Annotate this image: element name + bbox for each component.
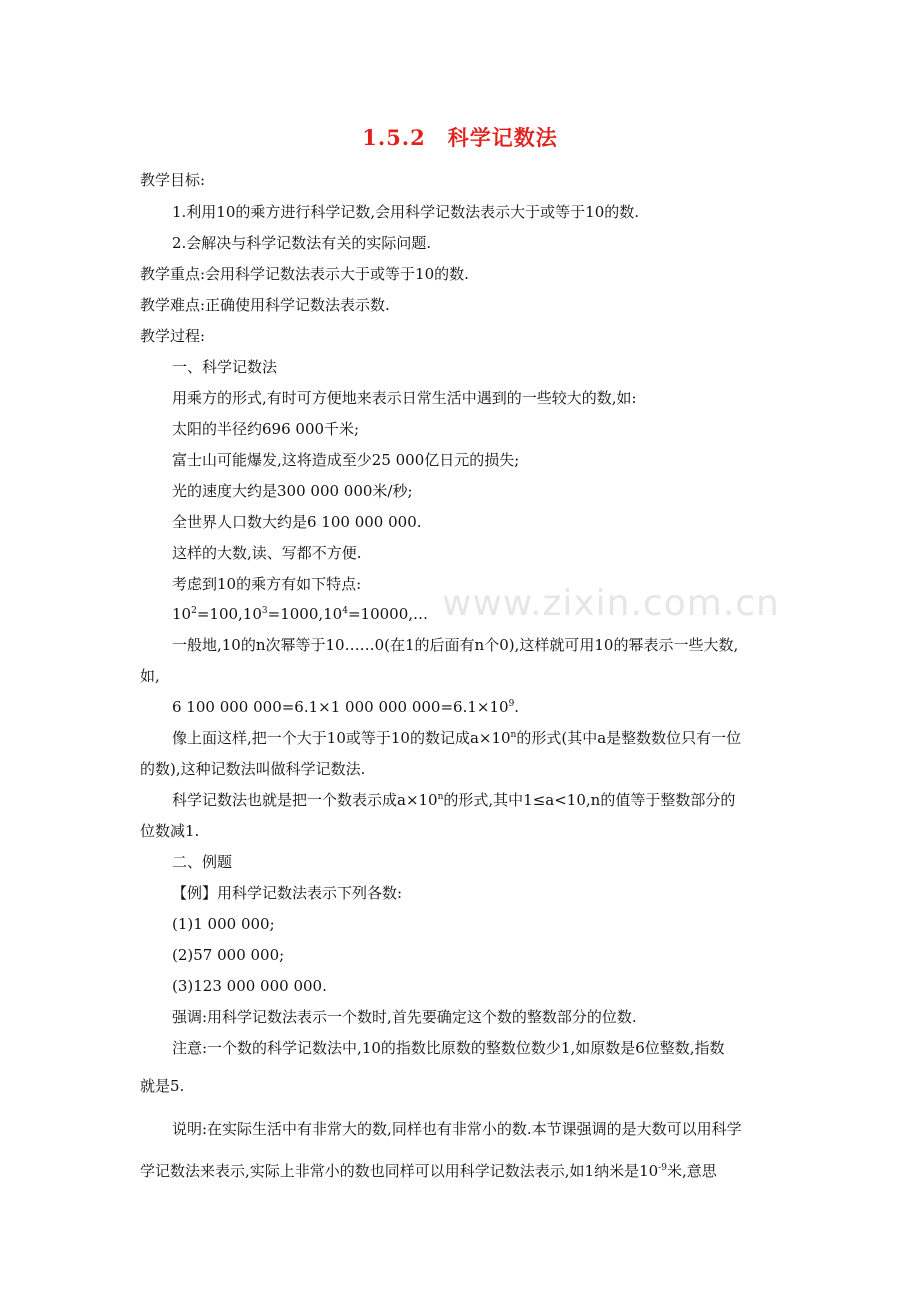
formula-line: 6 100 000 000=6.1×1 000 000 $000=6.1\times 10^9$. [172,698,520,716]
section-heading: 一、科学记数法 [172,358,278,376]
text-line: (3)123 000 000 000. [172,977,327,995]
text-line: 富士山可能爆发,这将造成至少25 000亿日元的损失; [172,451,520,469]
text-line: 教学重点:会用科学记数法表示大于或等于10的数. [140,265,469,283]
power-formula-line: $10^2=100,10^3=1000,10^4=10000,\dots$ [172,605,429,623]
text-line: 全世界人口数大约是6 100 000 000. [172,513,422,531]
text-line: 像上面这样,把一个大于10或等于10的数记成$a\times 10^n$的形式(其中a是整数数位只有一位 [172,729,742,747]
text-line: 一般地,10的n次幂等于10……0(在1的后面有n个0),这样就可用10的幂表示一些大数, [172,636,739,654]
text-line: 的数),这种记数法叫做科学记数法. [140,760,366,778]
text-line: 太阳的半径约696 000千米; [172,420,360,438]
text-line: 学记数法来表示,实际上非常小的数也同样可以用科学记数法表示,如1纳米是$10^{-9}$米,意思 [140,1162,717,1180]
text-line: 【例】用科学记数法表示下列各数: [172,884,403,902]
text-line: 注意:一个数的科学记数法中,10的指数比原数的整数位数少1,如原数是6位整数,指数 [172,1039,725,1057]
text-line: 说明:在实际生活中有非常大的数,同样也有非常小的数.本节课强调的是大数可以用科学 [172,1120,742,1138]
text-line: 这样的大数,读、写都不方便. [172,544,362,562]
text-line: 教学过程: [140,327,206,345]
text-line: 教学目标: [140,171,206,189]
text-line: 教学难点:正确使用科学记数法表示数. [140,296,390,314]
text-line: 强调:用科学记数法表示一个数时,首先要确定这个数的整数部分的位数. [172,1008,637,1026]
section-heading: 二、例题 [172,853,233,871]
watermark: www.zixin.com.cn [442,583,780,624]
text-line: (2)57 000 000; [172,946,285,964]
text-line: 考虑到10的乘方有如下特点: [172,575,362,593]
text-line: (1)1 000 000; [172,915,275,933]
text-line: 1.利用10的乘方进行科学记数,会用科学记数法表示大于或等于10的数. [172,203,640,221]
text-line: 科学记数法也就是把一个数表示成$a\times 10^n$的形式,其中1≤a<10,n的值等于整数部分的 [172,791,736,809]
text-line: 2.会解决与科学记数法有关的实际问题. [172,234,432,252]
text-line: 如, [140,667,160,685]
page-title: 1.5.2 科学记数法 [362,125,558,150]
text-line: 就是5. [140,1077,185,1095]
text-line: 用乘方的形式,有时可方便地来表示日常生活中遇到的一些较大的数,如: [172,389,637,407]
text-line: 光的速度大约是300 000 000米/秒; [172,482,413,500]
text-line: 位数减1. [140,822,200,840]
